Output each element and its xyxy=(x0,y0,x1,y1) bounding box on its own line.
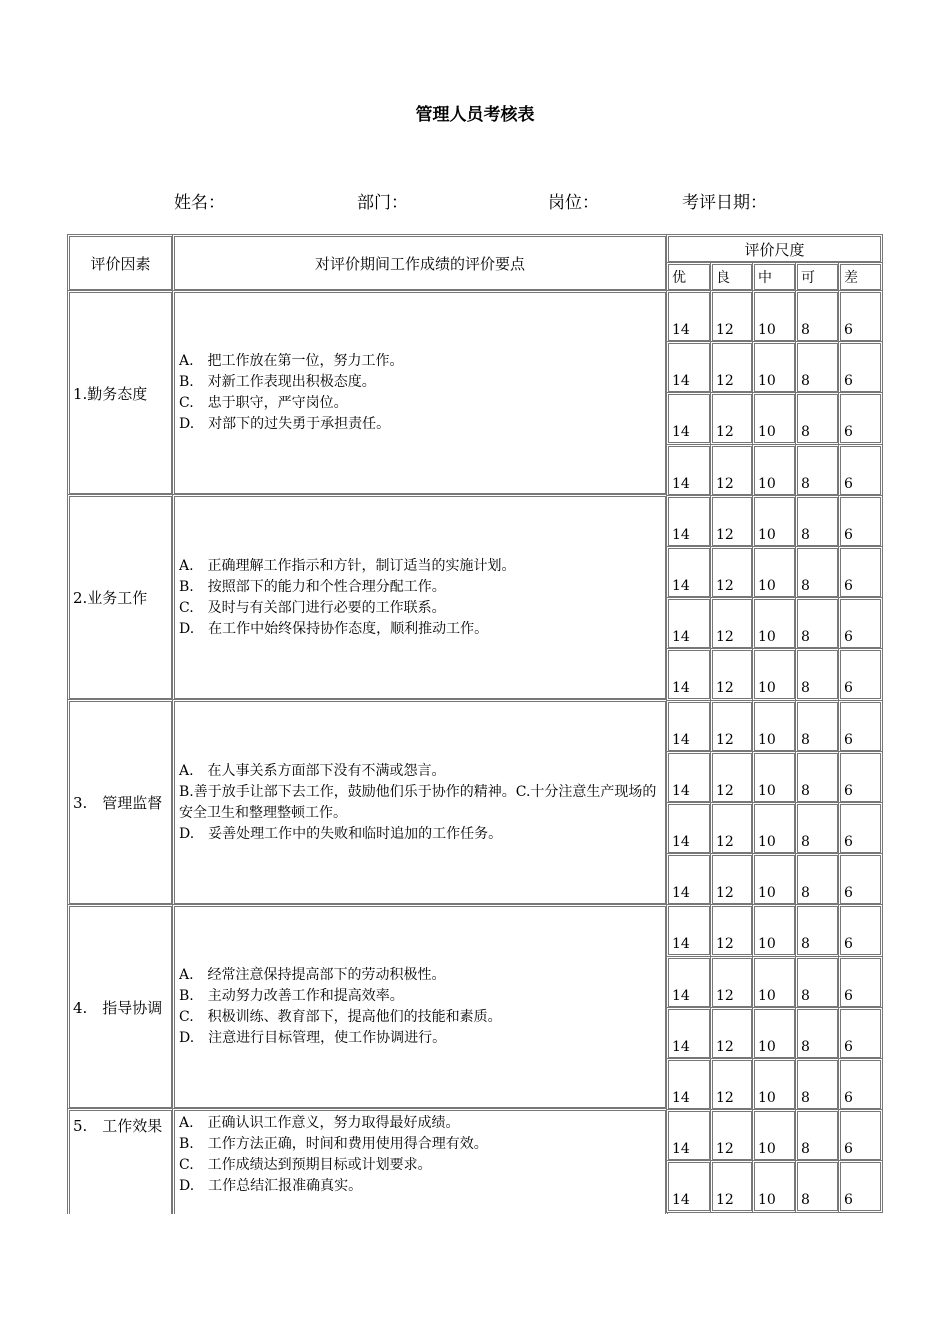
score-cell: 8 xyxy=(795,1058,840,1111)
point-item: B. 主动努力改善工作和提高效率。 xyxy=(179,988,404,1004)
score-cell: 12 xyxy=(710,700,754,753)
department-label: 部门： xyxy=(357,193,408,213)
point-item: C. 忠于职守，严守岗位。 xyxy=(179,395,348,411)
score-cell: 6 xyxy=(838,956,883,1009)
score-cell: 8 xyxy=(795,546,840,599)
score-cell: 6 xyxy=(838,648,883,701)
score-cell: 10 xyxy=(752,495,797,548)
score-cell: 12 xyxy=(710,444,754,497)
points-cell xyxy=(172,904,668,1110)
score-cell: 12 xyxy=(710,392,754,445)
score-cell: 6 xyxy=(838,597,883,650)
points-cell xyxy=(172,290,668,496)
score-cell: 10 xyxy=(752,290,797,343)
score-cell: 10 xyxy=(752,1109,797,1162)
factor-cell: 3. 管理监督 xyxy=(67,699,174,906)
score-cell: 10 xyxy=(752,1160,797,1213)
score-cell: 6 xyxy=(838,1058,883,1111)
page-title: 管理人员考核表 xyxy=(415,105,535,125)
score-cell: 12 xyxy=(710,802,754,855)
score-cell: 8 xyxy=(795,1007,840,1060)
score-cell: 14 xyxy=(666,648,712,701)
score-cell: 14 xyxy=(666,444,712,497)
score-cell: 8 xyxy=(795,290,840,343)
grade-average: 中 xyxy=(752,262,797,292)
score-cell: 12 xyxy=(710,853,754,906)
score-cell: 6 xyxy=(838,341,883,394)
score-cell: 8 xyxy=(795,597,840,650)
score-cell: 14 xyxy=(666,1109,712,1162)
grade-good: 良 xyxy=(710,262,754,292)
score-cell: 8 xyxy=(795,495,840,548)
score-cell: 8 xyxy=(795,648,840,701)
score-cell: 8 xyxy=(795,392,840,445)
score-cell: 12 xyxy=(710,1109,754,1162)
score-cell: 10 xyxy=(752,802,797,855)
point-item: A. 正确理解工作指示和方针，制订适当的实施计划。 xyxy=(179,557,516,574)
point-item: A. 把工作放在第一位，努力工作。 xyxy=(179,353,404,369)
score-cell: 10 xyxy=(752,648,797,701)
score-cell: 6 xyxy=(838,1007,883,1060)
score-cell: 12 xyxy=(710,1058,754,1111)
score-cell: 12 xyxy=(710,1007,754,1060)
header-points: 对评价期间工作成绩的评价要点 xyxy=(172,234,668,292)
grade-excellent: 优 xyxy=(666,262,712,292)
score-cell: 6 xyxy=(838,1160,883,1213)
score-cell: 10 xyxy=(752,956,797,1009)
score-cell: 12 xyxy=(710,904,754,957)
score-cell: 8 xyxy=(795,1160,840,1213)
score-cell: 14 xyxy=(666,495,712,548)
score-cell: 6 xyxy=(838,290,883,343)
header-scale: 评价尺度 xyxy=(666,234,883,264)
score-cell: 8 xyxy=(795,956,840,1009)
point-item: A. 经常注意保持提高部下的劳动积极性。 xyxy=(179,967,446,983)
score-cell: 6 xyxy=(838,1109,883,1162)
score-cell: 12 xyxy=(710,597,754,650)
grade-poor: 差 xyxy=(838,262,883,292)
factor-cell: 4. 指导协调 xyxy=(67,904,174,1110)
factor-cell: 2.业务工作 xyxy=(67,494,174,701)
score-cell: 10 xyxy=(752,904,797,957)
points-cell xyxy=(172,1108,668,1214)
score-cell: 14 xyxy=(666,700,712,753)
score-cell: 6 xyxy=(838,751,883,804)
score-cell: 8 xyxy=(795,444,840,497)
score-cell: 8 xyxy=(795,1109,840,1162)
score-cell: 8 xyxy=(795,341,840,394)
score-cell: 14 xyxy=(666,1160,712,1213)
score-cell: 10 xyxy=(752,853,797,906)
score-cell: 12 xyxy=(710,290,754,343)
name-label: 姓名： xyxy=(174,193,225,213)
point-item: A. 在人事关系方面部下没有不满或怨言。 xyxy=(179,762,446,779)
score-cell: 14 xyxy=(666,751,712,804)
point-item: C. 积极训练、教育部下，提高他们的技能和素质。 xyxy=(179,1009,502,1025)
score-cell: 14 xyxy=(666,392,712,445)
factor-cell: 1.勤务态度 xyxy=(67,290,174,496)
point-item: D. 妥善处理工作中的失败和临时追加的工作任务。 xyxy=(179,825,503,842)
score-cell: 8 xyxy=(795,904,840,957)
score-cell: 12 xyxy=(710,341,754,394)
point-item: A. 正确认识工作意义，努力取得最好成绩。 xyxy=(179,1115,460,1131)
point-item: C. 工作成绩达到预期目标或计划要求。 xyxy=(179,1157,432,1173)
score-cell: 8 xyxy=(795,853,840,906)
points-cell xyxy=(172,699,668,906)
score-cell: 6 xyxy=(838,495,883,548)
score-cell: 8 xyxy=(795,700,840,753)
score-cell: 10 xyxy=(752,751,797,804)
score-cell: 12 xyxy=(710,751,754,804)
header-factor: 评价因素 xyxy=(67,234,174,292)
points-cell xyxy=(172,494,668,701)
point-item: B. 工作方法正确，时间和费用使用得合理有效。 xyxy=(179,1136,488,1152)
score-cell: 6 xyxy=(838,392,883,445)
score-cell: 6 xyxy=(838,444,883,497)
score-cell: 6 xyxy=(838,904,883,957)
point-item: B.善于放手让部下去工作，鼓励他们乐于协作的精神。C.十分注意生产现场的安全卫生和整理整顿工作。 xyxy=(179,783,657,821)
point-item: D. 对部下的过失勇于承担责任。 xyxy=(179,416,391,432)
score-cell: 14 xyxy=(666,1058,712,1111)
score-cell: 10 xyxy=(752,444,797,497)
score-cell: 14 xyxy=(666,956,712,1009)
score-cell: 10 xyxy=(752,1058,797,1111)
score-cell: 14 xyxy=(666,853,712,906)
point-item: B. 按照部下的能力和个性合理分配工作。 xyxy=(179,578,446,595)
score-cell: 14 xyxy=(666,802,712,855)
grade-fair: 可 xyxy=(795,262,840,292)
point-item: C. 及时与有关部门进行必要的工作联系。 xyxy=(179,599,446,616)
score-cell: 10 xyxy=(752,1007,797,1060)
score-cell: 10 xyxy=(752,392,797,445)
score-cell: 12 xyxy=(710,495,754,548)
point-item: D. 工作总结汇报准确真实。 xyxy=(179,1178,363,1194)
score-cell: 8 xyxy=(795,751,840,804)
score-cell: 6 xyxy=(838,853,883,906)
score-cell: 12 xyxy=(710,546,754,599)
factor-cell: 5. 工作效果 xyxy=(67,1108,174,1214)
score-cell: 14 xyxy=(666,1007,712,1060)
score-cell: 14 xyxy=(666,341,712,394)
score-cell: 14 xyxy=(666,904,712,957)
date-label: 考评日期： xyxy=(682,193,767,213)
score-cell: 6 xyxy=(838,700,883,753)
score-cell: 14 xyxy=(666,597,712,650)
score-cell: 12 xyxy=(710,648,754,701)
score-cell: 14 xyxy=(666,290,712,343)
point-item: D. 注意进行目标管理，使工作协调进行。 xyxy=(179,1030,447,1046)
score-cell: 8 xyxy=(795,802,840,855)
score-cell: 12 xyxy=(710,956,754,1009)
score-cell: 10 xyxy=(752,546,797,599)
point-item: D. 在工作中始终保持协作态度，顺利推动工作。 xyxy=(179,620,489,637)
score-cell: 10 xyxy=(752,700,797,753)
score-cell: 14 xyxy=(666,546,712,599)
position-label: 岗位： xyxy=(548,193,599,213)
point-item: B. 对新工作表现出积极态度。 xyxy=(179,374,376,390)
score-cell: 6 xyxy=(838,802,883,855)
score-cell: 10 xyxy=(752,597,797,650)
score-cell: 10 xyxy=(752,341,797,394)
score-cell: 12 xyxy=(710,1160,754,1213)
score-cell: 6 xyxy=(838,546,883,599)
